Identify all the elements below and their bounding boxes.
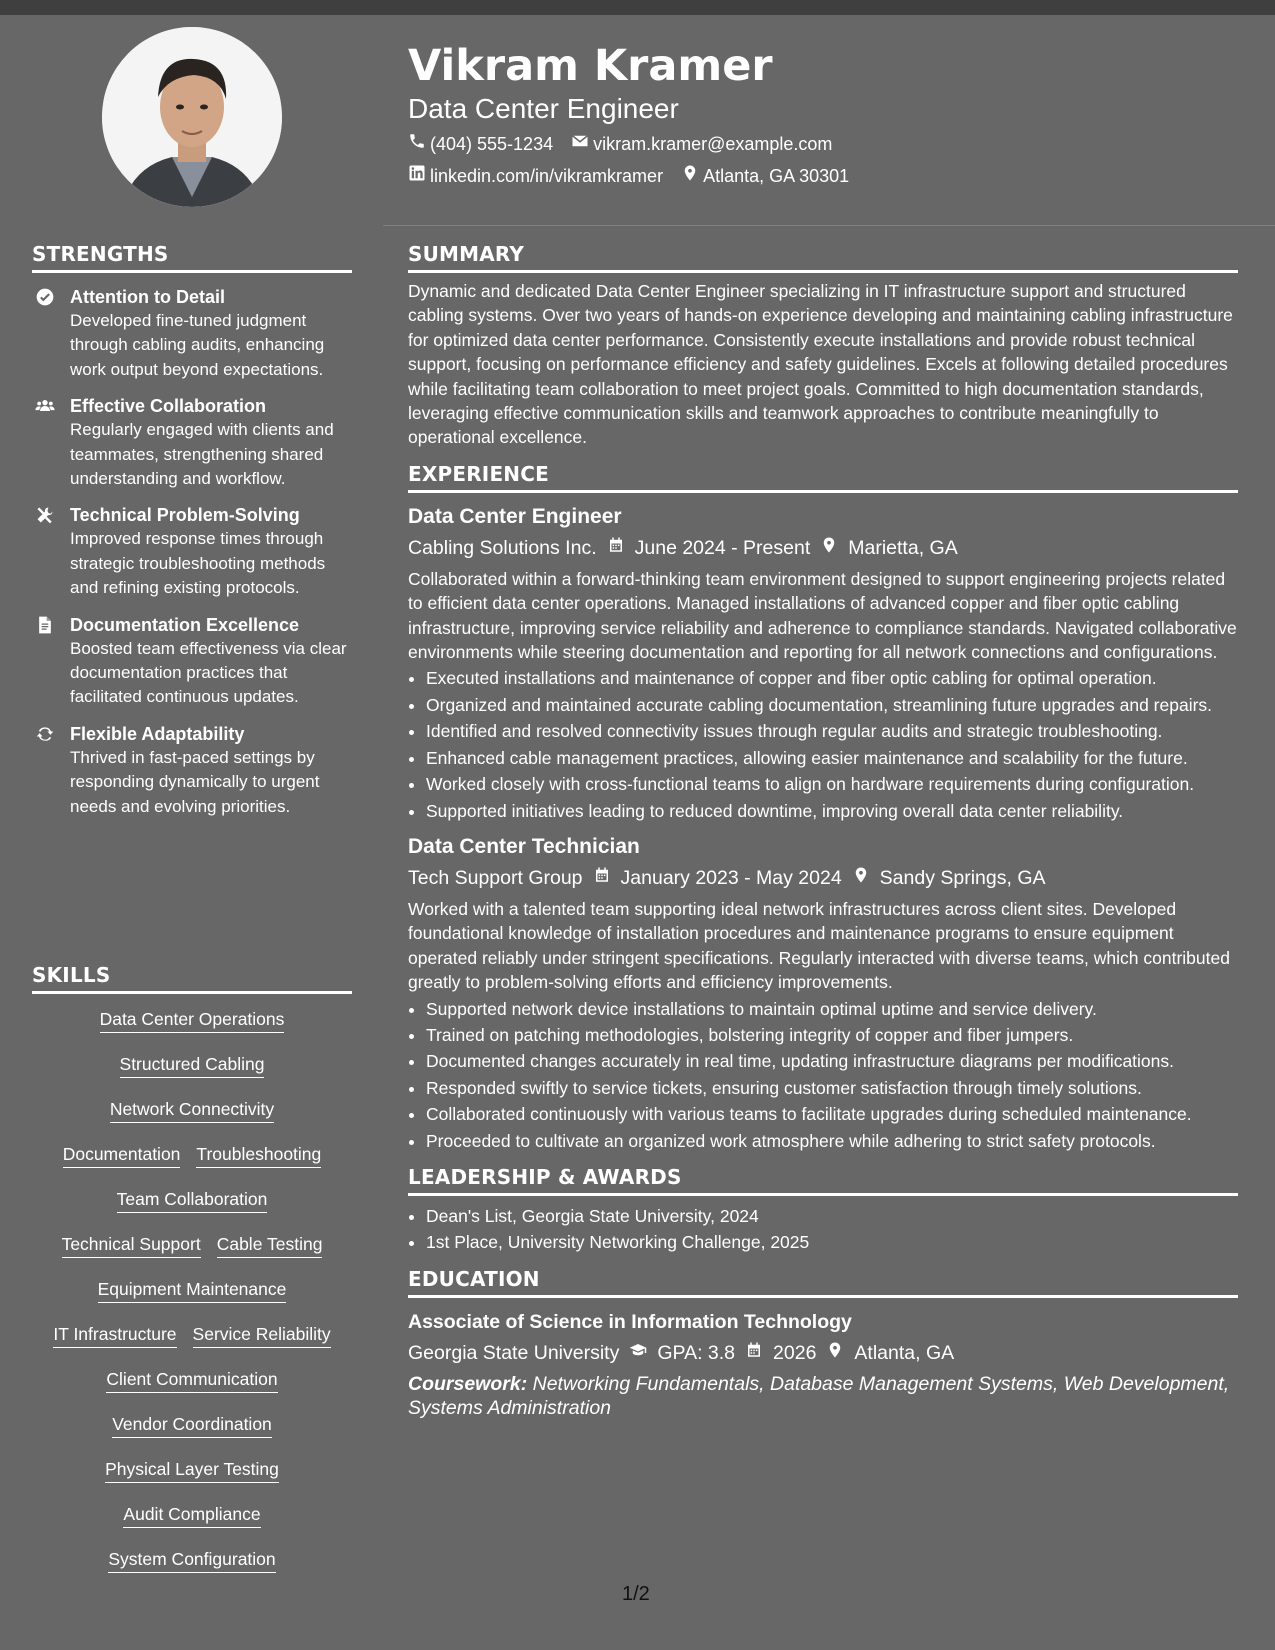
strength-desc: Improved response times through strategic troubleshooting methods and refining existing protocols. <box>70 529 326 598</box>
job-meta <box>408 863 1238 893</box>
check-circle-icon <box>32 287 58 382</box>
list-item: • 1st Place, University Networking Challenge, 2025 <box>426 1230 1238 1254</box>
gpa-text: GPA: 3.8 <box>657 1341 736 1364</box>
coursework <box>408 1372 1238 1420</box>
avatar <box>102 27 282 207</box>
skill-row <box>32 1133 352 1178</box>
job-dates: January 2023 - May 2024 <box>620 866 842 889</box>
awards-list <box>408 1204 1238 1255</box>
awards-section <box>408 1165 1238 1255</box>
skill-tag: Team Collaboration <box>117 1189 268 1213</box>
skill-tag: Client Communication <box>106 1369 277 1393</box>
skill-row <box>32 1223 352 1268</box>
skill-tag: Data Center Operations <box>100 1009 285 1033</box>
list-item: • Worked closely with cross-functional teams to align on hardware requirements during configuration. <box>426 772 1238 796</box>
map-pin-icon <box>820 533 838 563</box>
summary-heading: SUMMARY <box>408 242 1238 273</box>
header-divider <box>383 225 1275 226</box>
email-text[interactable]: vikram.kramer@example.com <box>593 134 833 154</box>
page-number: 1/2 <box>622 1583 650 1605</box>
resume-page <box>0 15 1275 1650</box>
skill-tag: Service Reliability <box>193 1324 331 1348</box>
strengths-heading: STRENGTHS <box>32 242 352 273</box>
candidate-title: Data Center Engineer <box>408 93 679 124</box>
skill-row <box>32 1493 352 1538</box>
list-item: • Trained on patching methodologies, bolstering integrity of copper and fiber jumpers. <box>426 1023 1238 1047</box>
job-entry <box>408 833 1238 1153</box>
strength-desc: Regularly engaged with clients and teammates, strengthening shared understanding and workflow. <box>70 420 334 489</box>
list-item: • Supported initiatives leading to reduced downtime, improving overall data center reliability. <box>426 799 1238 823</box>
skill-tag: Audit Compliance <box>123 1504 260 1528</box>
location-text: Atlanta, GA 30301 <box>703 166 850 186</box>
linkedin-icon <box>408 162 426 190</box>
list-item: • Supported network device installations to maintain optimal uptime and service delivery. <box>426 997 1238 1021</box>
job-bullets <box>408 666 1238 822</box>
list-item: • Enhanced cable management practices, allowing easier maintenance and scalability for the future. <box>426 746 1238 770</box>
skill-tag: Equipment Maintenance <box>98 1279 287 1303</box>
job-description: Worked with a talented team supporting ideal network infrastructures across client sites. Developed foundational knowledge of installation procedures and maintenance programs to ensure equipment operated reliably under stringent specifications. Regularly interacted with diverse teams, which contributed greatly to problem-solving efforts and efficiency improvements. <box>408 898 1230 993</box>
strength-title: Documentation Excellence <box>70 614 300 635</box>
job-location: Marietta, GA <box>848 536 958 559</box>
list-item: • Dean's List, Georgia State University, 2024 <box>426 1204 1238 1228</box>
education-section <box>408 1267 1238 1420</box>
tools-icon <box>32 505 58 600</box>
skill-row <box>32 1403 352 1448</box>
skill-tag: Cable Testing <box>217 1234 323 1258</box>
skill-row <box>32 998 352 1043</box>
skill-row <box>32 1448 352 1493</box>
linkedin-contact[interactable] <box>408 162 663 190</box>
phone-text: (404) 555-1234 <box>430 134 554 154</box>
contact-row-1 <box>408 130 849 158</box>
job-location: Sandy Springs, GA <box>879 866 1046 889</box>
skills-section <box>32 963 352 1583</box>
list-item: • Proceeded to cultivate an organized work atmosphere while adhering to strict safety protocols. <box>426 1129 1238 1153</box>
experience-heading: EXPERIENCE <box>408 462 1238 493</box>
calendar-icon <box>593 863 611 893</box>
job-meta <box>408 533 1238 563</box>
strength-item <box>32 394 352 491</box>
strength-item <box>32 722 352 819</box>
map-pin-icon <box>826 1338 844 1368</box>
skill-row <box>32 1043 352 1088</box>
coursework-label: Coursework: <box>408 1372 528 1395</box>
education-heading: EDUCATION <box>408 1267 1238 1298</box>
envelope-icon <box>571 130 589 158</box>
phone-contact <box>408 130 553 158</box>
strengths-section <box>32 242 352 819</box>
skill-row <box>32 1178 352 1223</box>
awards-heading: LEADERSHIP & AWARDS <box>408 1165 1238 1196</box>
sync-icon <box>32 724 58 819</box>
summary-section <box>408 242 1238 450</box>
users-icon <box>32 396 58 491</box>
strength-title: Attention to Detail <box>70 287 225 307</box>
list-item: • Responded swiftly to service tickets, ensuring customer satisfaction through timely solutions. <box>426 1076 1238 1100</box>
resume-header <box>408 42 849 190</box>
company-name: Cabling Solutions Inc. <box>408 536 597 559</box>
skill-row <box>32 1268 352 1313</box>
map-pin-icon <box>681 162 699 190</box>
calendar-icon <box>745 1338 763 1368</box>
skill-tag: Vendor Coordination <box>112 1414 272 1438</box>
list-item: • Identified and resolved connectivity issues through regular audits and strategic troubleshooting. <box>426 719 1238 743</box>
strength-item <box>32 613 352 710</box>
strength-desc: Boosted team effectiveness via clear documentation practices that facilitated continuous updates. <box>70 638 347 707</box>
coursework-text: Networking Fundamentals, Database Management Systems, Web Development, Systems Administration <box>408 1372 1230 1419</box>
experience-section <box>408 462 1238 1153</box>
strength-desc: Developed fine-tuned judgment through cabling audits, enhancing work output beyond expectations. <box>70 311 325 379</box>
location-contact <box>681 162 849 190</box>
degree-title: Associate of Science in Information Technology <box>408 1310 852 1333</box>
main-content <box>408 242 1238 1432</box>
skills-heading: SKILLS <box>32 963 352 994</box>
email-contact[interactable] <box>571 130 832 158</box>
strength-title: Effective Collaboration <box>70 396 267 417</box>
skill-row <box>32 1313 352 1358</box>
school-location: Atlanta, GA <box>854 1341 955 1364</box>
graduation-cap-icon <box>629 1338 647 1368</box>
profile-photo <box>102 27 282 207</box>
school-name: Georgia State University <box>408 1341 620 1364</box>
skill-tag: Troubleshooting <box>196 1144 321 1168</box>
skill-tag: Physical Layer Testing <box>105 1459 279 1483</box>
list-item: • Organized and maintained accurate cabling documentation, streamlining future upgrades and repairs. <box>426 693 1238 717</box>
company-name: Tech Support Group <box>408 866 583 889</box>
phone-icon <box>408 130 426 158</box>
skill-tag: IT Infrastructure <box>53 1324 176 1348</box>
candidate-name: Vikram Kramer <box>408 41 773 91</box>
skill-tag: System Configuration <box>108 1549 275 1573</box>
document-icon <box>32 615 58 710</box>
list-item: • Executed installations and maintenance of copper and fiber optic cabling for optimal operation. <box>426 666 1238 690</box>
summary-text: Dynamic and dedicated Data Center Engineer specializing in IT infrastructure support and structured cabling systems. Over two years of hands-on experience developing and maintaining cabling infrastructure for optimized data center performance. Consistently execute installations and provide robust technical support, focusing on performance efficiency and safety guidelines. Excels at following detailed procedures while facilitating team collaboration to meet project goals. Committed to high documentation standards, leveraging effective communication skills and teamwork approaches to contribute meaningfully to operational excellence. <box>408 281 1233 448</box>
top-bar <box>0 0 1275 15</box>
strength-title: Technical Problem-Solving <box>70 505 300 526</box>
strength-item <box>32 285 352 382</box>
skill-row <box>32 1088 352 1133</box>
job-entry <box>408 503 1238 823</box>
job-title: Data Center Engineer <box>408 504 622 528</box>
job-dates: June 2024 - Present <box>634 536 811 559</box>
graduation-year: 2026 <box>773 1341 817 1364</box>
calendar-icon <box>607 533 625 563</box>
linkedin-text[interactable]: linkedin.com/in/vikramkramer <box>430 166 664 186</box>
job-bullets <box>408 997 1238 1153</box>
job-description: Collaborated within a forward-thinking team environment designed to support engineering projects related to efficient data center operations. Managed installations of advanced copper and fiber optic cabling infrastructure, improving service reliability and adherence to compliance standards. Navigated collaborative environments while steering documentation and reporting for all network connections and configurations. <box>408 568 1237 663</box>
list-item: • Documented changes accurately in real time, updating infrastructure diagrams per modifications. <box>426 1049 1238 1073</box>
skill-tag: Network Connectivity <box>110 1099 274 1123</box>
skill-row <box>32 1358 352 1403</box>
skill-tag: Structured Cabling <box>120 1054 265 1078</box>
strength-desc: Thrived in fast-paced settings by responding dynamically to urgent needs and evolving priorities. <box>70 747 320 816</box>
skill-tag: Technical Support <box>62 1234 201 1258</box>
strength-item <box>32 503 352 600</box>
education-meta <box>408 1338 1238 1368</box>
list-item: • Collaborated continuously with various teams to facilitate upgrades during scheduled maintenance. <box>426 1102 1238 1126</box>
job-title: Data Center Technician <box>408 834 640 858</box>
contact-row-2 <box>408 162 849 190</box>
skill-row <box>32 1538 352 1583</box>
skill-tag: Documentation <box>63 1144 181 1168</box>
map-pin-icon <box>852 863 870 893</box>
strength-title: Flexible Adaptability <box>70 723 245 744</box>
